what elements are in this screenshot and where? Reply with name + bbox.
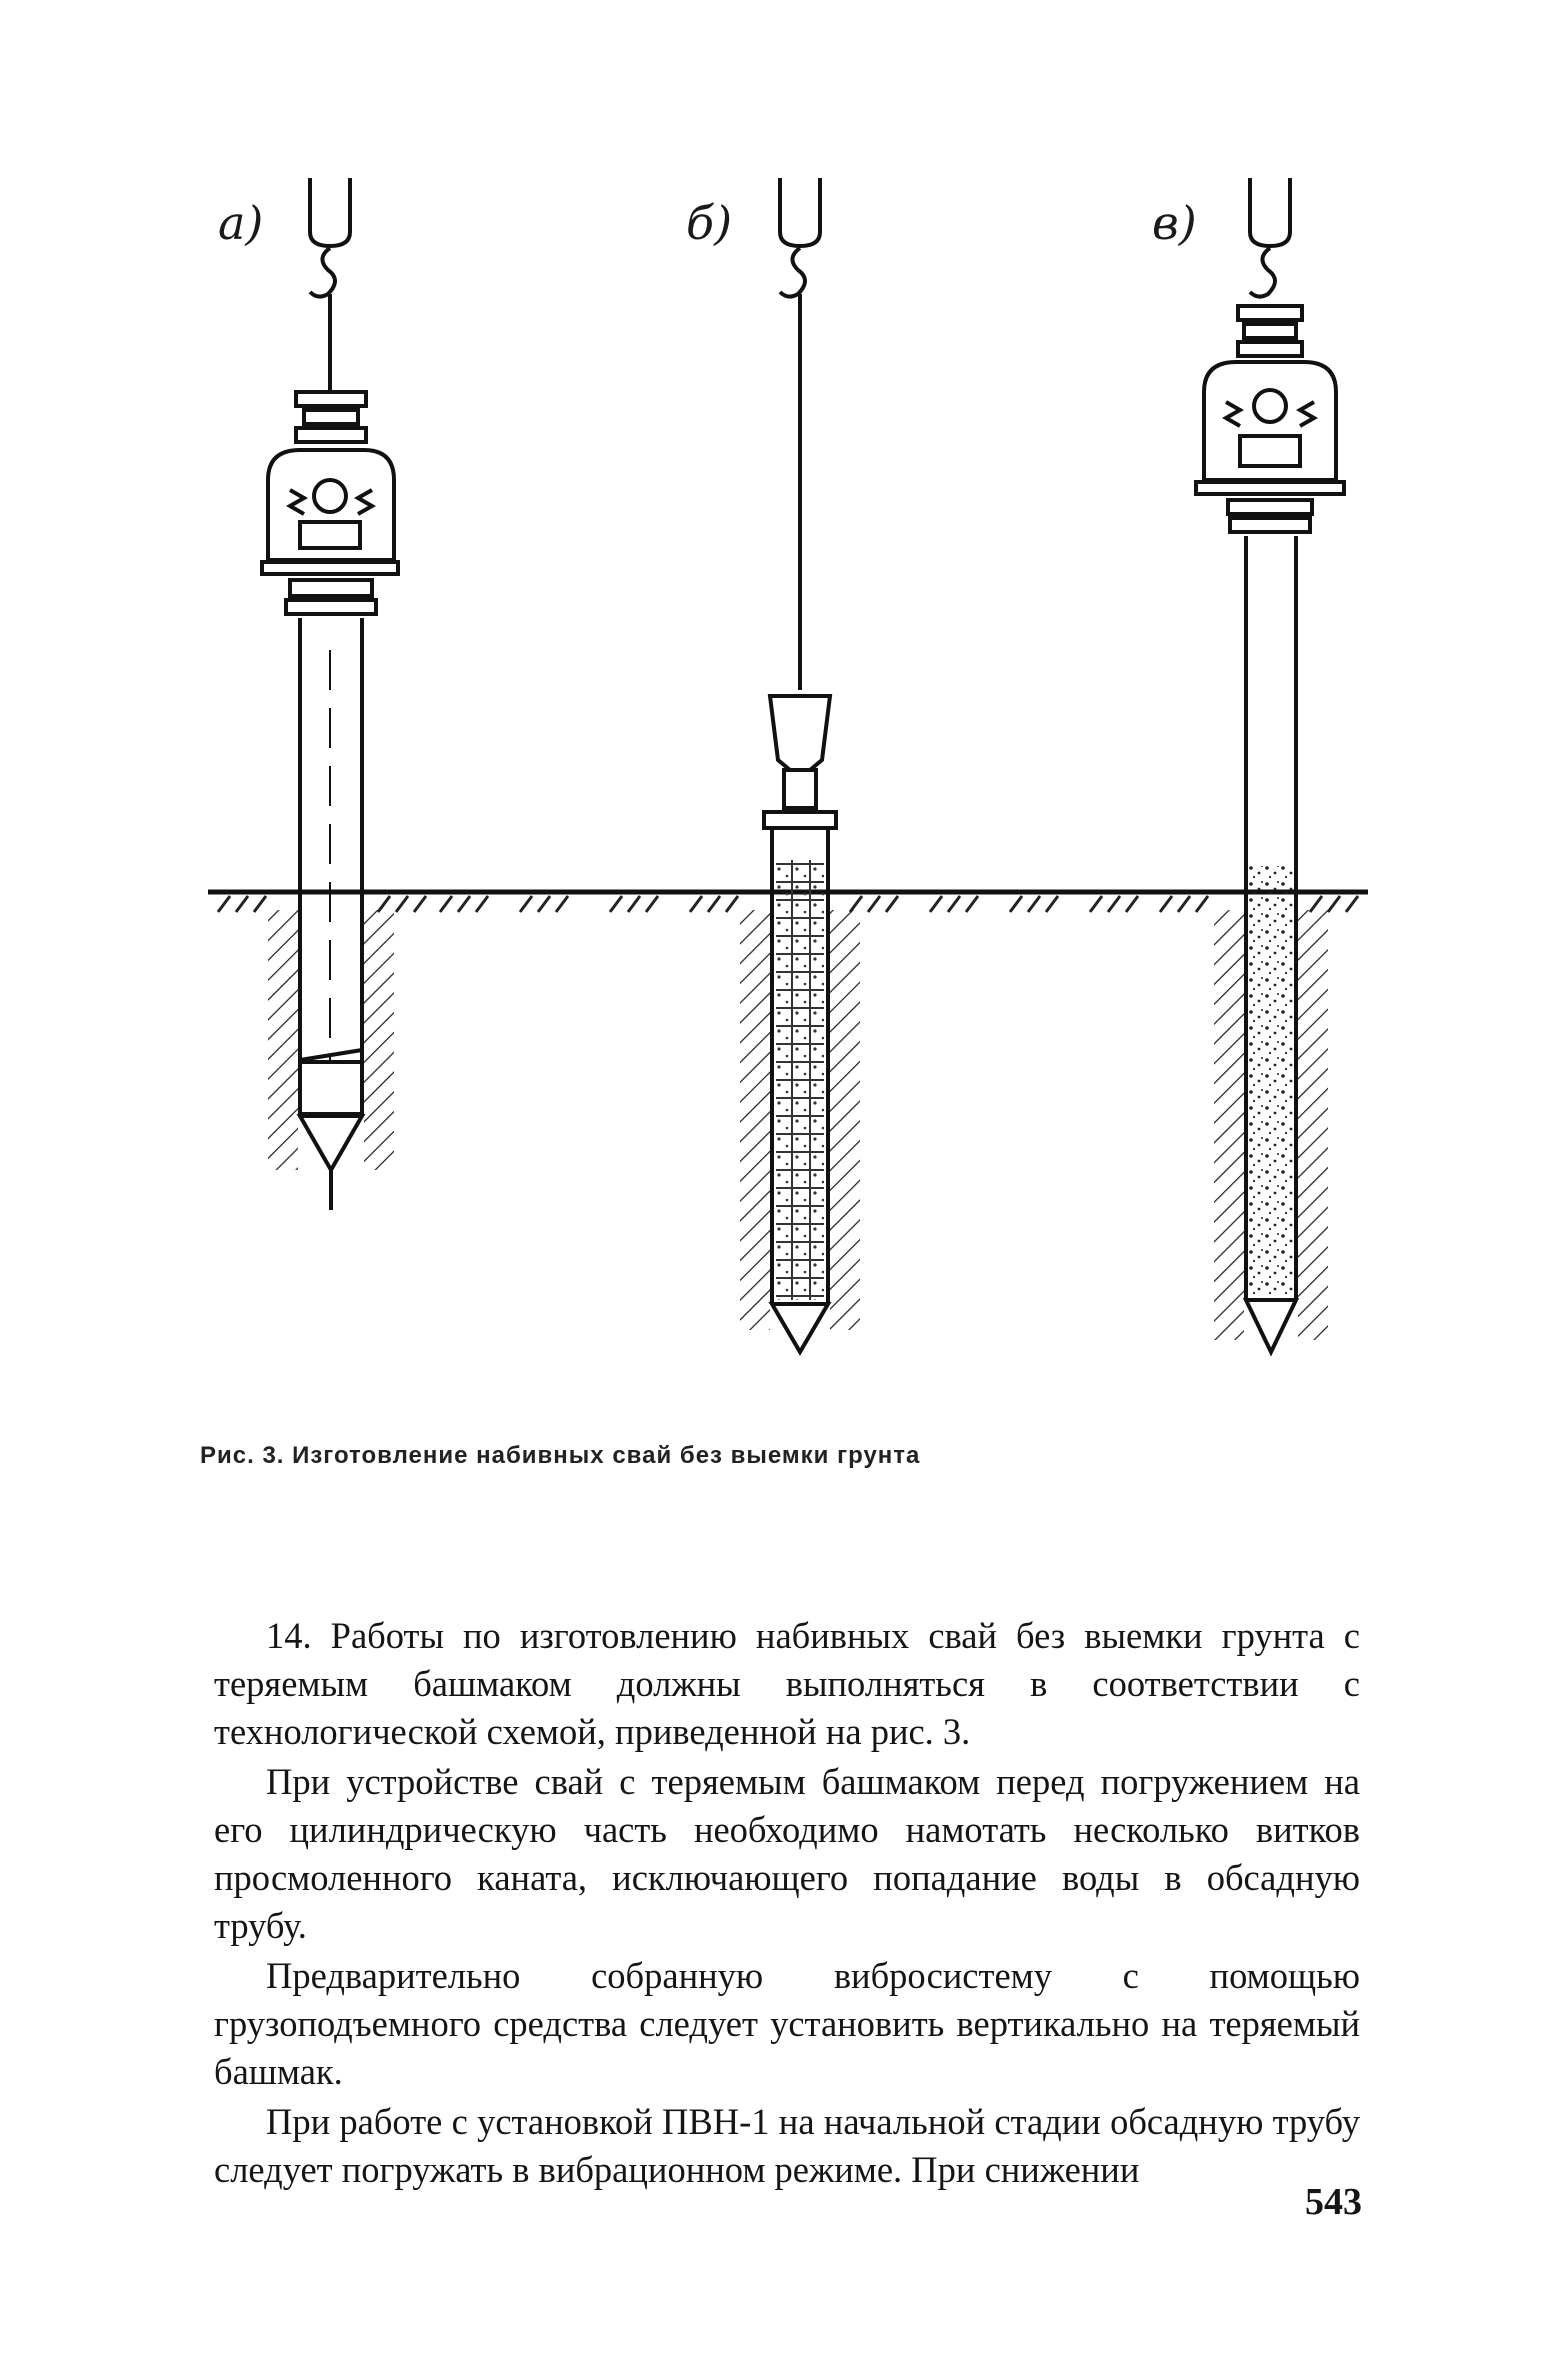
panel-label-b: б)	[686, 196, 733, 250]
panel-b-assembly	[764, 178, 836, 1352]
page-number: 543	[1305, 2181, 1362, 2223]
paragraph-pvn1: При работе с установкой ПВН-1 на начальной стадии обсадную трубу следует погружать в вибрационном режиме. При снижении	[214, 2101, 1360, 2190]
paragraph-lost-shoe: При устройстве свай с теряемым башмаком перед погружением на его цилиндрическую часть необходимо намотать несколько витков просмоленного каната, исключающего попадание воды в обсадную трубу.	[214, 1761, 1360, 1946]
paragraph-14: 14. Работы по изготовлению набивных свай без выемки грунта с теряемым башмаком должны выполняться в соответствии с технологической схемой, приведенной на рис. 3.	[214, 1615, 1360, 1752]
paragraph-vibrosystem: Предварительно собранную вибросистему с помощью грузоподъемного средства следует установить вертикально на теряемый башмак.	[214, 1955, 1360, 2092]
panel-label-a: а)	[218, 196, 264, 250]
panel-label-c: в)	[1152, 196, 1197, 250]
figure-caption: Рис. 3. Изготовление набивных свай без выемки грунта	[200, 1442, 921, 1469]
